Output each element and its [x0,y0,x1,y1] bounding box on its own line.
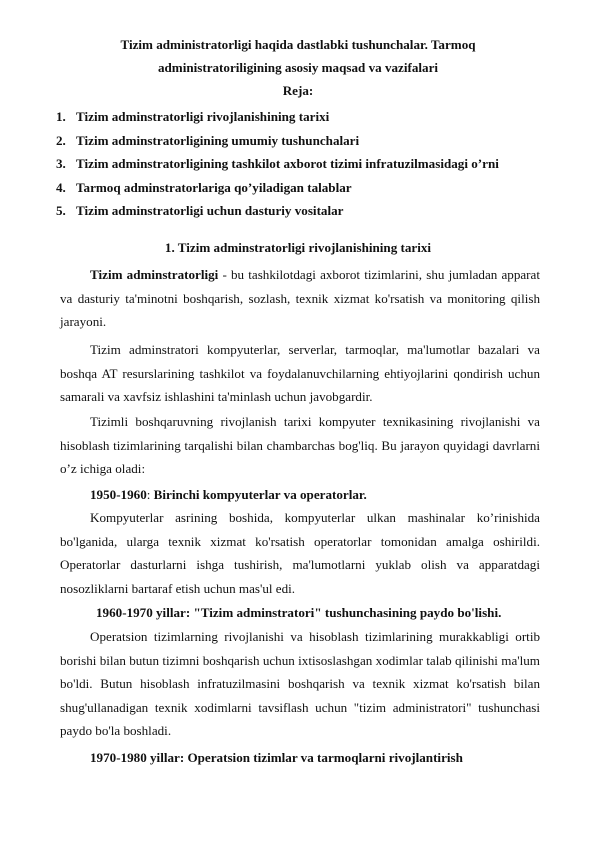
plan-heading: Reja: [282,83,314,98]
plan-item-text: Tizim adminstratorligi uchun dasturiy vositalar [76,203,344,218]
plan-item-text: Tizim adminstratorligining umumiy tushunchalari [76,132,360,148]
paragraph-era-1: Kompyuterlar asrining boshida, kompyuterlar ulkan mashinalar ko’rinishida bo'lganida, ularga texnik xizmat ko'rsatish operatorlar tomonidan amalga oshirildi. Operatorlar dasturlarni ishga tushirish, ma'lumotlarni yuklab olish va apparatdagi nosozliklarni bartaraf etish uchun mas'ul edi. [60,510,540,596]
plan-item [56,199,499,223]
era-1-heading [90,483,367,507]
plan-list [56,105,499,223]
plan-item [56,105,499,129]
document-title-line-1: Tizim administratorligi haqida dastlabki tushunchalar. Tarmoq [120,37,476,52]
plan-item-text: Tizim adminstratorligi rivojlanishining tarixi [76,109,330,124]
paragraph-history: Tizimli boshqaruvning rivojlanish tarixi kompyuter texnikasining rivojlanishi va hisoblash tizimlarining tarqalishi bilan chambarchas bog'liq. Bu jarayon quyidagi davrlarni o’z ichiga oladi: [60,414,540,476]
era-1-separator: : [146,487,154,502]
plan-item [56,176,499,200]
paragraph-responsibility: Tizim adminstratori kompyuterlar, serverlar, tarmoqlar, ma'lumotlar bazalari va boshqa AT resurslarining tashkilot va foydalanuvchilarning ehtiyojlarini qondirish uchun samarali va xavfsiz ishlashini ta'minlash uchun javobgardir. [60,342,540,404]
plan-item-number: 4. [56,179,66,195]
era-1-title: Birinchi kompyuterlar va operatorlar. [153,487,367,502]
era-2-heading: 1960-1970 yillar: "Tizim adminstratori" tushunchasining paydo bo'lishi. [96,605,502,620]
era-1-years: 1950-1960 [90,487,147,502]
era-3-heading: 1970-1980 yillar: Operatsion tizimlar va tarmoqlarni rivojlantirish [90,750,463,765]
definition-text: - bu tashkilotdagi axborot tizimlarini, shu jumladan apparat va dasturiy ta'minotni boshqarish, sozlash, texnik xizmat ko'rsatish va monitoring qilish jarayoni. [60,267,540,329]
term-bold: Tizim adminstratorligi [90,267,219,282]
paragraph-era-2: Operatsion tizimlarning rivojlanishi va hisoblash tizimlarining murakkabligi ortib borishi bilan butun tizimni boshqarish uchun ixtisoslashgan xodimlar talab qilinishi ma'lum bo'ldi. Butun hisoblash infratuzilmasini boshqarish va texnik xizmat ko'rsatish bilan shug'ullanadigan texnik xodimlarni tavsiflash uchun "tizim administratori" tushunchasi paydo bo'la boshladi. [60,629,540,738]
plan-item-number: 2. [56,132,66,148]
plan-item-number: 1. [56,109,66,124]
document-title-line-2: administratoriligining asosiy maqsad va vazifalari [157,60,439,75]
plan-item [56,129,499,153]
plan-item-number: 3. [56,156,66,171]
paragraph-definition [60,263,540,334]
plan-item-text: Tizim adminstratorligining tashkilot axborot tizimi infratuzilmasidagi o’rni [76,156,499,171]
plan-item [56,152,499,176]
section-1-heading: 1. Tizim adminstratorligi rivojlanishining tarixi [164,240,432,255]
plan-item-text: Tarmoq adminstratorlariga qo’yiladigan talablar [76,179,352,195]
plan-item-number: 5. [56,203,66,218]
